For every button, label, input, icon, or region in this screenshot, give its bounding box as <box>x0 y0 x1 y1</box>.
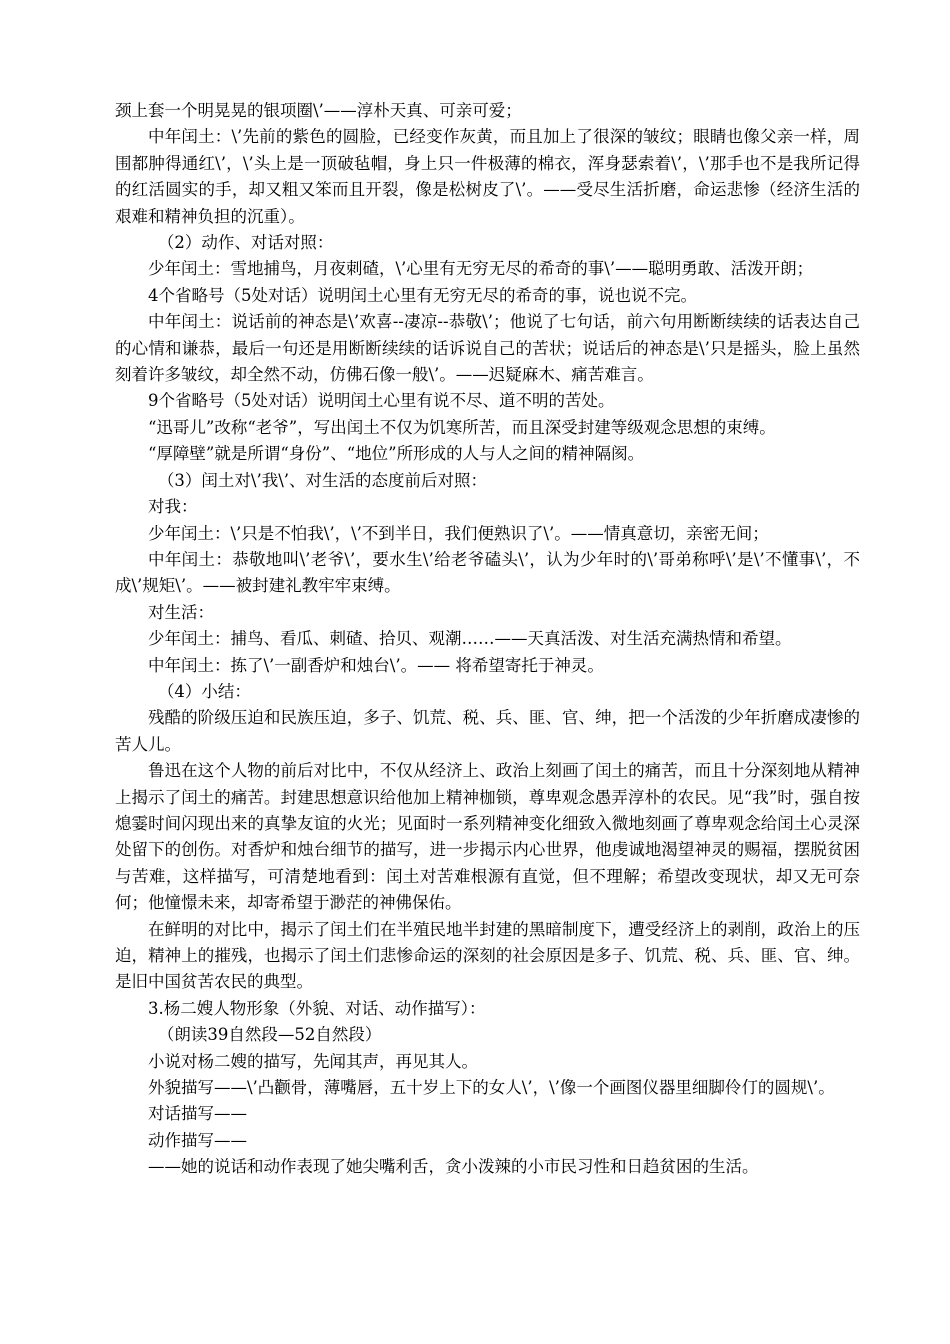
paragraph: 在鲜明的对比中，揭示了闰土们在半殖民地半封建的黑暗制度下，遭受经济上的剥削，政治上的压迫，精神上的摧残，也揭示了闰土们悲惨命运的深刻的社会原因是多子、饥荒、税、兵、匪、官、绅。是旧中国贫苦农民的典型。 <box>115 919 860 992</box>
paragraph: 鲁迅在这个人物的前后对比中，不仅从经济上、政治上刻画了闰土的痛苦，而且十分深刻地从精神上揭示了闰土的痛苦。封建思想意识给他加上精神枷锁，尊卑观念愚弄淳朴的农民。见“我”时，强自按熄霎时间闪现出来的真挚友谊的火光；见面时一系列精神变化细致入微地刻画了尊卑观念给闰土心灵深处留下的创伤。对香炉和烛台细节的描写，进一步揭示内心世界，他虔诚地渴望神灵的赐福，摆脱贫困与苦难，这样描写，可清楚地看到：闰土对苦难根源有直觉，但不理解；希望改变现状，却又无可奈何；他憧憬未来，却寄希望于渺茫的神佛保佑。 <box>115 761 860 913</box>
paragraph: 动作描写—— <box>148 1130 247 1150</box>
paragraph: 外貌描写——\’凸颧骨，薄嘴唇，五十岁上下的女人\’，\’像一个画图仪器里细脚伶仃的圆规\’。 <box>148 1078 835 1098</box>
paragraph: “厚障壁”就是所谓“身份”、“地位”所形成的人与人之间的精神隔阂。 <box>148 444 645 464</box>
document-page <box>115 98 860 1181</box>
paragraph: 4个省略号（5处对话）说明闰土心里有无穷无尽的希奇的事，说也说不完。 <box>148 285 697 305</box>
paragraph: 残酷的阶级压迫和民族压迫，多子、饥荒、税、兵、匪、官、绅，把一个活泼的少年折磨成凄惨的苦人儿。 <box>115 708 860 754</box>
paragraph: 中年闰土：\’先前的紫色的圆脸，已经变作灰黄，而且加上了很深的皱纹；眼睛也像父亲一样，周围都肿得通红\’，\’头上是一顶破毡帽，身上只一件极薄的棉衣，浑身瑟索着\’，\’那手也不是我所记得的红活圆实的手，却又粗又笨而且开裂，像是松树皮了\’。——受尽生活折磨，命运悲惨（经济生活的艰难和精神负担的沉重）。 <box>115 127 860 226</box>
section-heading: （2）动作、对话对照： <box>157 233 334 253</box>
paragraph: 少年闰土：\’只是不怕我\’，\’不到半日，我们便熟识了\’。——情真意切，亲密无间； <box>148 523 769 543</box>
paragraph: 对话描写—— <box>148 1104 247 1124</box>
paragraph: （朗读39自然段—52自然段） <box>157 1025 382 1045</box>
paragraph: “迅哥儿”改称“老爷”，写出闰土不仅为饥寒所苦，而且深受封建等级观念思想的束缚。 <box>148 417 776 437</box>
paragraph: 少年闰土：捕鸟、看瓜、刺碴、拾贝、观潮……——天真活泼、对生活充满热情和希望。 <box>148 629 792 649</box>
paragraph: 中年闰土：说话前的神态是\’欢喜--凄凉--恭敬\’；他说了七句话，前六句用断断续续的话表达自己的心情和谦恭，最后一句还是用断断续续的话诉说自己的苦状；说话后的神态是\’只是摇头，脸上虽然刻着许多皱纹，却全然不动，仿佛石像一般\’。——迟疑麻木、痛苦难言。 <box>115 312 860 385</box>
paragraph: 小说对杨二嫂的描写，先闻其声，再见其人。 <box>148 1051 478 1071</box>
section-heading: （3）闰土对\’我\’、对生活的态度前后对照： <box>157 470 487 490</box>
paragraph: ——她的说话和动作表现了她尖嘴利舌，贪小泼辣的小市民习性和日趋贫困的生活。 <box>148 1157 759 1177</box>
paragraph: 对生活： <box>148 602 214 622</box>
section-heading: （4）小结： <box>157 681 251 701</box>
paragraph: 对我： <box>148 497 198 517</box>
paragraph: 颈上套一个明晃晃的银项圈\’——淳朴天真、可亲可爱； <box>115 101 522 120</box>
paragraph: 中年闰土：恭敬地叫\’老爷\’，要水生\’给老爷磕头\’，认为少年时的\’哥弟称呼\’是\’不懂事\’，不成\’规矩\’。——被封建礼教牢牢束缚。 <box>115 549 860 596</box>
paragraph: 中年闰土：拣了\’一副香炉和烛台\’。—— 将希望寄托于神灵。 <box>148 655 604 675</box>
paragraph: 9个省略号（5处对话）说明闰土心里有说不尽、道不明的苦处。 <box>148 391 615 411</box>
paragraph: 少年闰土：雪地捕鸟，月夜刺碴，\’心里有无穷无尽的希奇的事\’——聪明勇敢、活泼开朗； <box>148 259 814 279</box>
section-heading: 3.杨二嫂人物形象（外貌、对话、动作描写）： <box>148 998 486 1018</box>
